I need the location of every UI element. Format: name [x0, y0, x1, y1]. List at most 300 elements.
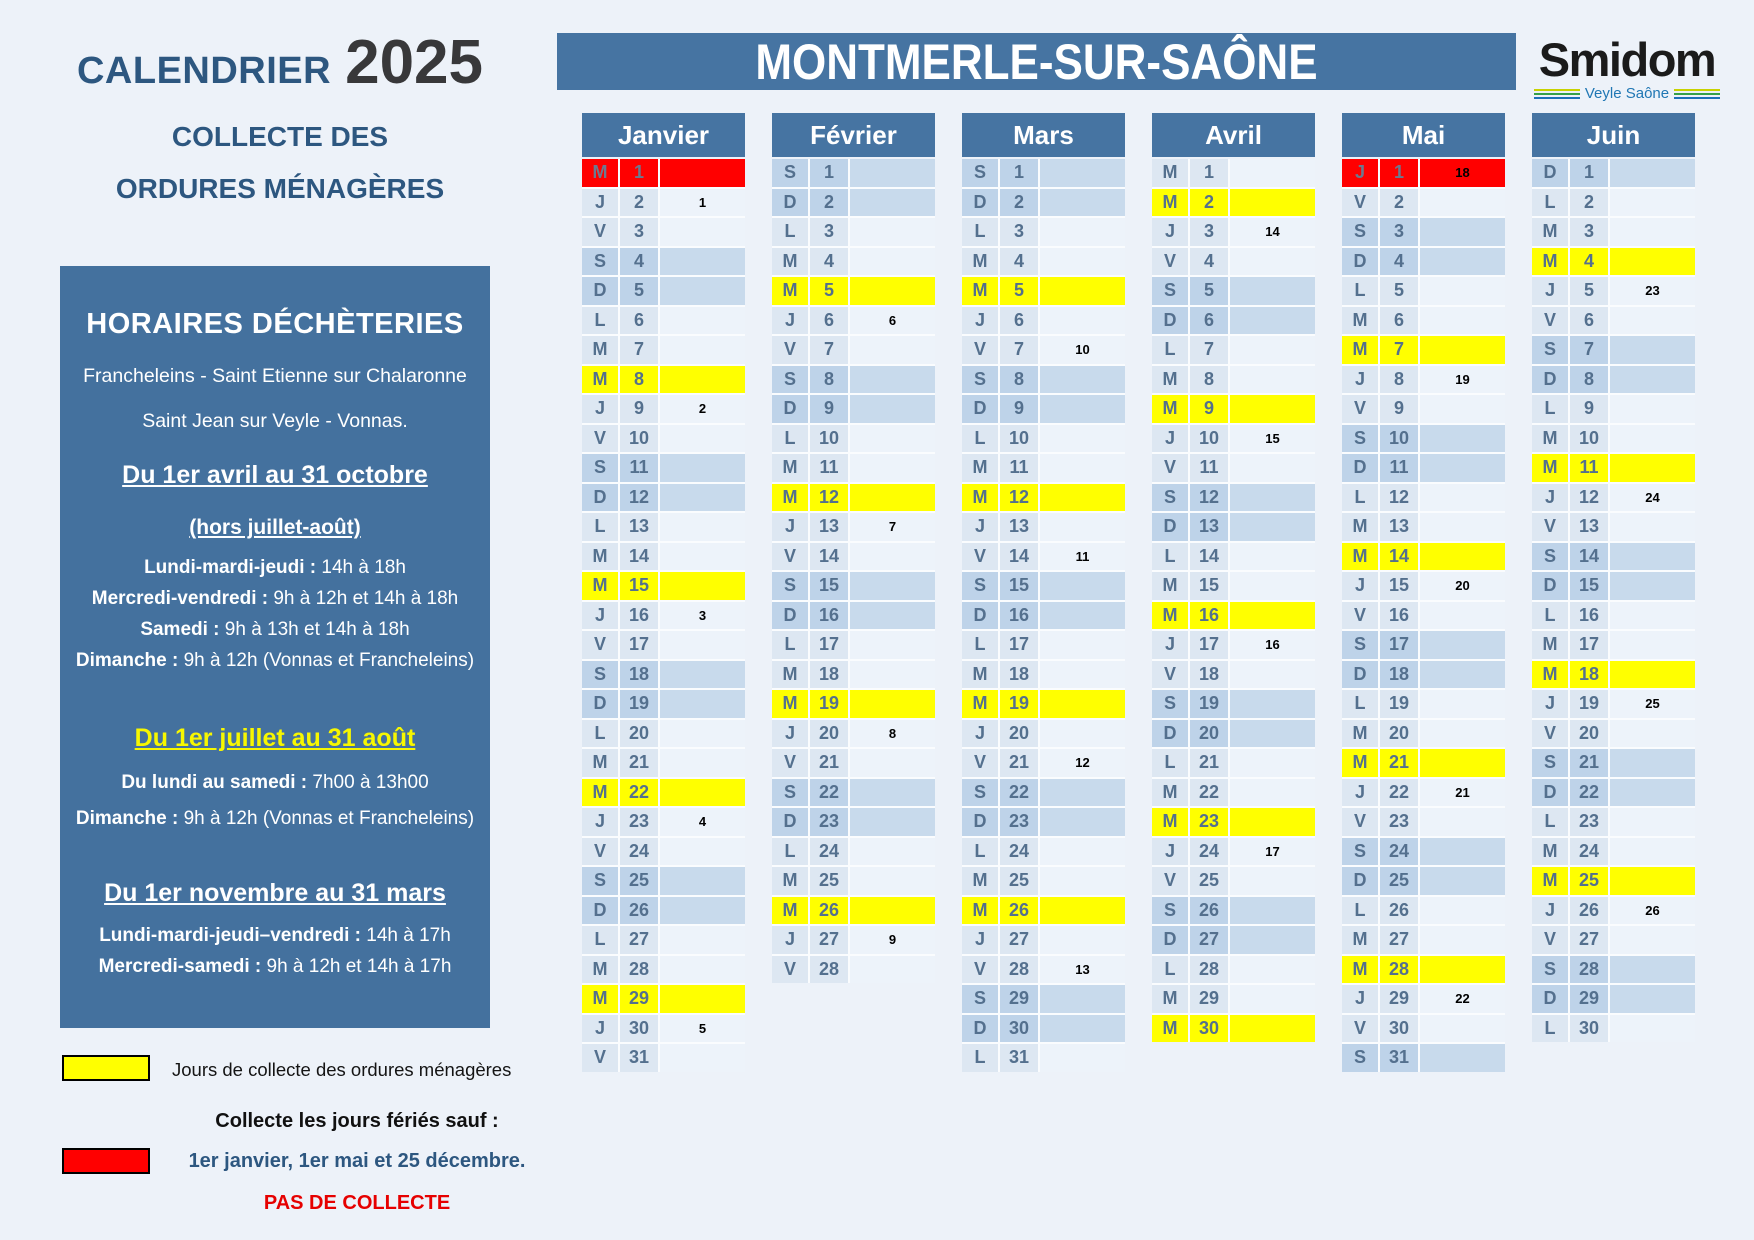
day-letter: M: [582, 159, 618, 187]
day-number: 9: [810, 395, 848, 423]
day-number: 25: [1380, 867, 1418, 895]
day-letter: S: [582, 867, 618, 895]
day-row: [582, 425, 745, 453]
week-number: 7: [850, 513, 935, 541]
day-number: 7: [1190, 336, 1228, 364]
day-number: 28: [1000, 956, 1038, 984]
day-letter: J: [582, 395, 618, 423]
day-number: 28: [810, 956, 848, 984]
legend-collect-swatch: [62, 1055, 150, 1081]
day-letter: S: [772, 572, 808, 600]
month-column-mars: [962, 113, 1125, 1072]
week-number: [1040, 395, 1125, 423]
week-number: [660, 1044, 745, 1072]
day-number: 24: [1190, 838, 1228, 866]
day-row: [582, 248, 745, 276]
day-row: [962, 484, 1125, 512]
day-row: [1532, 189, 1695, 217]
week-number: [1610, 1015, 1695, 1043]
week-number: [660, 720, 745, 748]
day-letter: M: [1342, 926, 1378, 954]
day-row: [962, 661, 1125, 689]
day-number: 19: [1190, 690, 1228, 718]
period2-heading: Du 1er juillet au 31 août: [134, 724, 416, 752]
day-row: [772, 307, 935, 335]
week-number: 1: [660, 189, 745, 217]
week-number: [660, 366, 745, 394]
week-number: [1610, 543, 1695, 571]
week-number: [1420, 425, 1505, 453]
day-row: [582, 720, 745, 748]
day-number: 23: [620, 808, 658, 836]
day-letter: J: [582, 1015, 618, 1043]
week-number: [1040, 572, 1125, 600]
day-letter: L: [772, 218, 808, 246]
day-row: [582, 926, 745, 954]
day-number: 6: [810, 307, 848, 335]
month-column-mai: [1342, 113, 1505, 1072]
day-row: [962, 956, 1125, 984]
week-number: [1610, 838, 1695, 866]
day-letter: J: [772, 926, 808, 954]
day-number: 2: [620, 189, 658, 217]
day-row: [1342, 366, 1505, 394]
day-number: 28: [1570, 956, 1608, 984]
week-number: [1610, 602, 1695, 630]
week-number: [1230, 513, 1315, 541]
week-number: [1040, 484, 1125, 512]
day-number: 12: [620, 484, 658, 512]
day-number: 21: [1000, 749, 1038, 777]
week-number: [1420, 867, 1505, 895]
day-row: [1532, 218, 1695, 246]
day-letter: V: [1342, 189, 1378, 217]
day-letter: J: [962, 513, 998, 541]
day-row: [1532, 867, 1695, 895]
day-number: 19: [1380, 690, 1418, 718]
week-number: [1420, 956, 1505, 984]
day-number: 18: [1000, 661, 1038, 689]
day-row: [1342, 307, 1505, 335]
day-row: [962, 218, 1125, 246]
day-number: 18: [1570, 661, 1608, 689]
day-number: 30: [1190, 1015, 1228, 1043]
day-number: 6: [1570, 307, 1608, 335]
day-row: [582, 631, 745, 659]
day-number: 24: [1380, 838, 1418, 866]
day-number: 24: [810, 838, 848, 866]
day-letter: V: [582, 631, 618, 659]
day-row: [1342, 159, 1505, 187]
day-number: 10: [620, 425, 658, 453]
week-number: [850, 661, 935, 689]
day-letter: M: [772, 867, 808, 895]
day-letter: M: [962, 248, 998, 276]
day-row: [1342, 513, 1505, 541]
day-number: 14: [1380, 543, 1418, 571]
day-letter: J: [1152, 425, 1188, 453]
day-row: [1152, 926, 1315, 954]
day-number: 11: [620, 454, 658, 482]
day-number: 22: [1380, 779, 1418, 807]
week-number: [660, 749, 745, 777]
day-letter: S: [1342, 631, 1378, 659]
day-row: [1342, 218, 1505, 246]
day-number: 3: [1380, 218, 1418, 246]
day-row: [962, 631, 1125, 659]
day-row: [962, 808, 1125, 836]
day-row: [772, 248, 935, 276]
day-letter: M: [962, 454, 998, 482]
day-letter: M: [582, 336, 618, 364]
day-letter: M: [582, 956, 618, 984]
day-number: 14: [1190, 543, 1228, 571]
day-letter: V: [1342, 395, 1378, 423]
week-number: [1040, 218, 1125, 246]
day-row: [1152, 602, 1315, 630]
day-letter: V: [772, 543, 808, 571]
day-letter: M: [772, 248, 808, 276]
week-number: 18: [1420, 159, 1505, 187]
day-number: 17: [1000, 631, 1038, 659]
week-number: 13: [1040, 956, 1125, 984]
day-number: 21: [1570, 749, 1608, 777]
day-letter: V: [962, 543, 998, 571]
day-letter: M: [582, 572, 618, 600]
day-row: [1152, 661, 1315, 689]
schedule-line: Du lundi au samedi : 7h00 à 13h00: [121, 772, 429, 793]
week-number: [1040, 867, 1125, 895]
week-number: [1420, 690, 1505, 718]
day-letter: D: [582, 690, 618, 718]
day-number: 8: [620, 366, 658, 394]
day-row: [1532, 484, 1695, 512]
legend-collect-label: Jours de collecte des ordures ménagères: [172, 1059, 512, 1080]
day-row: [582, 395, 745, 423]
week-number: [1610, 572, 1695, 600]
day-number: 3: [1000, 218, 1038, 246]
day-row: [962, 720, 1125, 748]
day-number: 17: [810, 631, 848, 659]
day-number: 24: [1570, 838, 1608, 866]
day-number: 12: [1190, 484, 1228, 512]
commune-name: MONTMERLE-SUR-SAÔNE: [755, 33, 1318, 90]
day-letter: J: [1532, 277, 1568, 305]
day-number: 2: [1190, 189, 1228, 217]
day-row: [1152, 543, 1315, 571]
day-row: [582, 1015, 745, 1043]
day-letter: M: [772, 690, 808, 718]
day-letter: L: [582, 926, 618, 954]
day-letter: D: [1342, 867, 1378, 895]
day-letter: S: [582, 248, 618, 276]
day-letter: S: [962, 985, 998, 1013]
day-number: 1: [1190, 159, 1228, 187]
week-number: [660, 336, 745, 364]
period1-schedule: [74, 552, 476, 676]
day-row: [582, 690, 745, 718]
week-number: [1040, 602, 1125, 630]
week-number: [850, 690, 935, 718]
dechetteries-panel: [60, 266, 490, 1028]
month-title: Janvier: [582, 113, 745, 157]
day-letter: M: [582, 985, 618, 1013]
day-row: [1532, 926, 1695, 954]
week-number: [1420, 484, 1505, 512]
day-letter: M: [1532, 631, 1568, 659]
day-number: 22: [1570, 779, 1608, 807]
week-number: [1610, 956, 1695, 984]
day-letter: S: [1342, 838, 1378, 866]
week-number: [1420, 189, 1505, 217]
day-row: [1532, 277, 1695, 305]
week-number: [1040, 720, 1125, 748]
day-letter: M: [1342, 720, 1378, 748]
day-row: [1342, 543, 1505, 571]
commune-banner: [557, 33, 1516, 90]
day-row: [582, 838, 745, 866]
day-row: [772, 572, 935, 600]
week-number: [1230, 985, 1315, 1013]
day-number: 25: [1190, 867, 1228, 895]
calendar: [582, 113, 1695, 1072]
day-letter: M: [772, 484, 808, 512]
week-number: [1040, 513, 1125, 541]
day-letter: D: [772, 189, 808, 217]
day-number: 27: [1000, 926, 1038, 954]
day-row: [582, 307, 745, 335]
week-number: [1040, 985, 1125, 1013]
week-number: 25: [1610, 690, 1695, 718]
day-letter: J: [1152, 218, 1188, 246]
day-row: [1342, 336, 1505, 364]
day-number: 16: [620, 602, 658, 630]
day-letter: M: [1152, 1015, 1188, 1043]
legend-no-collect-label: PAS DE COLLECTE: [263, 1192, 451, 1214]
day-number: 20: [1380, 720, 1418, 748]
day-number: 27: [1380, 926, 1418, 954]
week-number: [1040, 779, 1125, 807]
day-row: [1342, 248, 1505, 276]
week-number: [1420, 720, 1505, 748]
day-number: 12: [810, 484, 848, 512]
day-row: [962, 602, 1125, 630]
day-number: 27: [620, 926, 658, 954]
week-number: 10: [1040, 336, 1125, 364]
day-number: 2: [1570, 189, 1608, 217]
day-row: [1152, 838, 1315, 866]
week-number: 17: [1230, 838, 1315, 866]
day-number: 18: [620, 661, 658, 689]
week-number: [1230, 189, 1315, 217]
week-number: [1610, 513, 1695, 541]
title-year: 2025: [345, 28, 484, 97]
day-row: [1532, 543, 1695, 571]
day-letter: V: [1152, 661, 1188, 689]
day-letter: S: [1342, 218, 1378, 246]
day-row: [1342, 749, 1505, 777]
week-number: [1610, 779, 1695, 807]
day-row: [1152, 366, 1315, 394]
period3-schedule: [74, 920, 476, 982]
week-number: [1230, 956, 1315, 984]
week-number: [850, 248, 935, 276]
schedule-line: Lundi-mardi-jeudi : 14h à 18h: [144, 557, 406, 578]
day-row: [1342, 926, 1505, 954]
day-row: [1152, 897, 1315, 925]
day-number: 18: [1380, 661, 1418, 689]
week-number: [660, 277, 745, 305]
day-row: [1152, 336, 1315, 364]
day-row: [1532, 366, 1695, 394]
day-letter: V: [1532, 926, 1568, 954]
day-number: 29: [620, 985, 658, 1013]
day-number: 19: [810, 690, 848, 718]
day-row: [962, 395, 1125, 423]
week-number: [1610, 926, 1695, 954]
day-number: 18: [810, 661, 848, 689]
day-number: 13: [810, 513, 848, 541]
week-number: [1610, 749, 1695, 777]
day-number: 28: [1380, 956, 1418, 984]
week-number: [1230, 779, 1315, 807]
week-number: [660, 248, 745, 276]
month-title: Février: [772, 113, 935, 157]
day-row: [1532, 1015, 1695, 1043]
day-number: 4: [1380, 248, 1418, 276]
day-row: [582, 897, 745, 925]
period1-subheading: (hors juillet-août): [189, 516, 361, 539]
day-row: [1152, 749, 1315, 777]
day-row: [962, 1044, 1125, 1072]
month-title: Mars: [962, 113, 1125, 157]
day-letter: M: [1152, 985, 1188, 1013]
day-number: 5: [810, 277, 848, 305]
day-row: [1532, 631, 1695, 659]
day-number: 16: [1190, 602, 1228, 630]
day-row: [1532, 395, 1695, 423]
day-letter: M: [1532, 454, 1568, 482]
day-letter: J: [1342, 366, 1378, 394]
day-row: [1532, 513, 1695, 541]
day-letter: V: [1152, 867, 1188, 895]
day-letter: M: [962, 867, 998, 895]
day-row: [962, 159, 1125, 187]
day-row: [772, 277, 935, 305]
day-letter: S: [582, 454, 618, 482]
day-letter: L: [1532, 189, 1568, 217]
day-number: 7: [810, 336, 848, 364]
day-row: [962, 366, 1125, 394]
week-number: [1230, 720, 1315, 748]
day-number: 14: [1570, 543, 1608, 571]
day-row: [1342, 661, 1505, 689]
day-row: [772, 661, 935, 689]
day-letter: L: [962, 218, 998, 246]
document-title: [40, 28, 520, 205]
towns-line: Francheleins - Saint Etienne sur Chalaronne: [83, 365, 467, 387]
day-row: [772, 159, 935, 187]
week-number: [1420, 749, 1505, 777]
week-number: [1230, 484, 1315, 512]
title-calendrier: CALENDRIER: [76, 50, 332, 92]
day-row: [1152, 572, 1315, 600]
legend-holiday-heading: Collecte les jours fériés sauf :: [215, 1110, 499, 1132]
day-number: 4: [1000, 248, 1038, 276]
day-row: [962, 1015, 1125, 1043]
week-number: [1230, 277, 1315, 305]
week-number: [1040, 248, 1125, 276]
week-number: [1420, 838, 1505, 866]
day-letter: L: [1342, 484, 1378, 512]
day-letter: V: [1342, 1015, 1378, 1043]
day-letter: V: [1152, 454, 1188, 482]
day-number: 6: [1190, 307, 1228, 335]
day-row: [962, 277, 1125, 305]
day-row: [772, 543, 935, 571]
day-row: [1342, 985, 1505, 1013]
day-row: [1152, 395, 1315, 423]
day-letter: S: [962, 779, 998, 807]
day-letter: D: [582, 277, 618, 305]
week-number: [1230, 159, 1315, 187]
week-number: [1610, 189, 1695, 217]
day-letter: D: [1152, 307, 1188, 335]
day-letter: M: [1152, 395, 1188, 423]
week-number: [1040, 159, 1125, 187]
day-letter: M: [1152, 189, 1188, 217]
day-row: [1152, 808, 1315, 836]
day-number: 20: [810, 720, 848, 748]
day-number: 20: [1190, 720, 1228, 748]
week-number: [1230, 366, 1315, 394]
day-row: [772, 867, 935, 895]
day-number: 15: [620, 572, 658, 600]
day-number: 8: [1380, 366, 1418, 394]
week-number: [1040, 366, 1125, 394]
day-number: 4: [810, 248, 848, 276]
day-letter: V: [962, 749, 998, 777]
day-number: 22: [1190, 779, 1228, 807]
day-row: [582, 336, 745, 364]
day-number: 19: [1570, 690, 1608, 718]
day-number: 26: [810, 897, 848, 925]
day-letter: L: [772, 838, 808, 866]
day-letter: D: [772, 808, 808, 836]
day-row: [1532, 307, 1695, 335]
week-number: 11: [1040, 543, 1125, 571]
day-letter: D: [1532, 572, 1568, 600]
week-number: [1040, 690, 1125, 718]
day-row: [582, 218, 745, 246]
day-row: [772, 425, 935, 453]
day-number: 19: [620, 690, 658, 718]
day-row: [772, 926, 935, 954]
day-number: 23: [810, 808, 848, 836]
day-row: [582, 454, 745, 482]
week-number: [1230, 1015, 1315, 1043]
day-number: 29: [1570, 985, 1608, 1013]
day-number: 3: [1570, 218, 1608, 246]
day-letter: D: [962, 602, 998, 630]
day-number: 7: [620, 336, 658, 364]
day-row: [962, 307, 1125, 335]
week-number: [850, 189, 935, 217]
week-number: [850, 808, 935, 836]
day-letter: V: [962, 956, 998, 984]
day-letter: L: [1152, 749, 1188, 777]
week-number: [660, 867, 745, 895]
